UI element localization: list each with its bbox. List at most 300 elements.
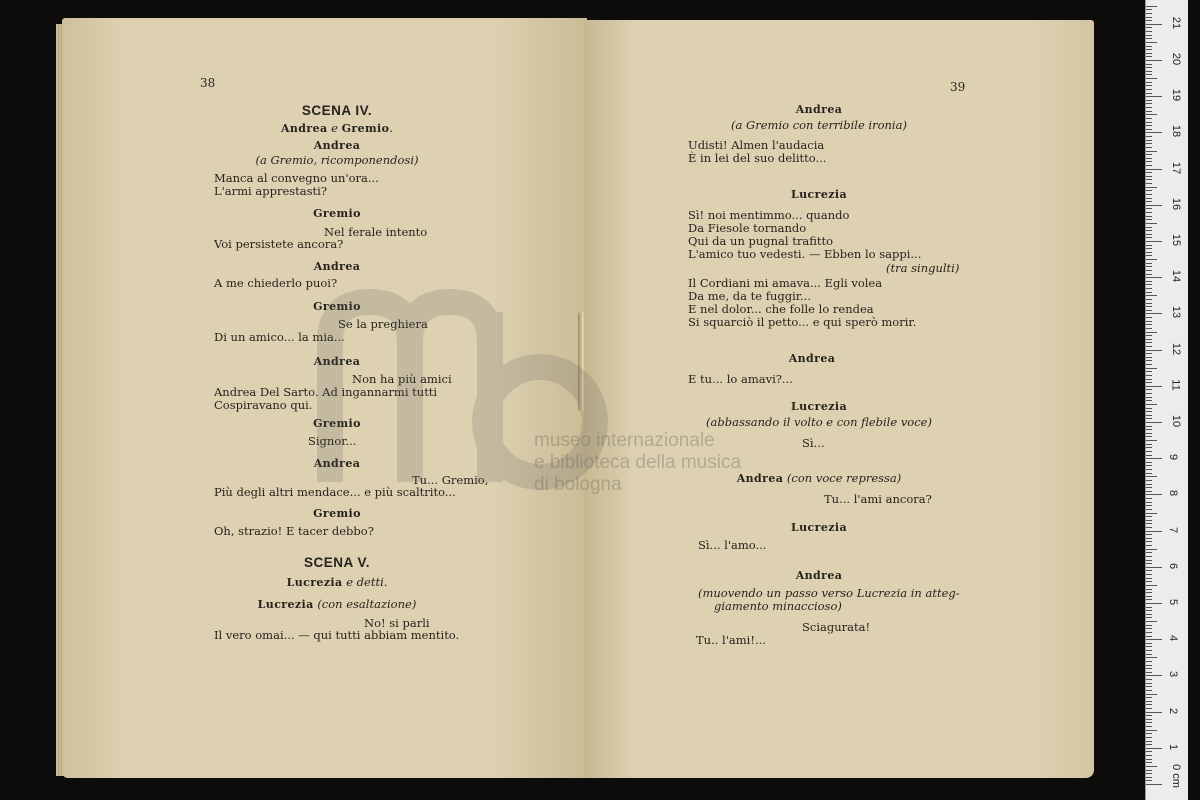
ruler-tick (1146, 56, 1152, 57)
ruler-number: 1 (1167, 743, 1180, 750)
ruler-tick (1146, 82, 1152, 83)
verse-line: Tu... Gremio, (412, 473, 489, 487)
ruler-tick (1146, 216, 1152, 217)
ruler-number: 13 (1170, 306, 1183, 319)
ruler-tick (1146, 111, 1152, 112)
ruler-tick (1146, 176, 1152, 177)
ruler-tick (1146, 379, 1152, 380)
ruler-tick (1146, 93, 1152, 94)
ruler-tick (1146, 657, 1157, 658)
ruler-tick (1146, 520, 1152, 521)
verse-line: Sì... l'amo... (698, 538, 767, 552)
verse-line: Sciagurata! (802, 620, 871, 634)
ruler-tick (1146, 755, 1152, 756)
ruler-tick (1146, 484, 1152, 485)
verse-line: Tu... l'ami ancora? (824, 492, 932, 506)
ruler-tick (1146, 241, 1162, 242)
ruler-tick (1146, 306, 1152, 307)
watermark-line: e biblioteca della musica (534, 452, 742, 473)
ruler-tick (1146, 487, 1152, 488)
ruler-tick (1146, 140, 1152, 141)
ruler-tick (1146, 172, 1152, 173)
ruler-tick (1146, 726, 1152, 727)
ruler-tick (1146, 114, 1157, 115)
ruler-tick (1146, 668, 1152, 669)
ruler-tick (1146, 679, 1152, 680)
ruler-tick (1146, 462, 1152, 463)
ruler-tick (1146, 773, 1152, 774)
ruler-tick (1146, 527, 1152, 528)
verse-line: È in lei del suo delitto... (688, 151, 827, 165)
ruler-tick (1146, 578, 1152, 579)
ruler-tick (1146, 784, 1162, 785)
ruler-tick (1146, 281, 1152, 282)
ruler-tick (1146, 263, 1152, 264)
measurement-ruler (1145, 0, 1188, 800)
speaker-name: Andrea (313, 260, 361, 273)
ruler-tick (1146, 625, 1152, 626)
speaker-name: Andrea (795, 569, 843, 582)
ruler-tick (1146, 737, 1152, 738)
ruler-tick (1146, 426, 1152, 427)
ruler-number: 7 (1167, 526, 1180, 533)
ruler-tick (1146, 292, 1152, 293)
ruler-tick (1146, 187, 1157, 188)
ruler-tick (1146, 71, 1152, 72)
verse-line: Sì! noi mentimmo... quando (688, 208, 850, 222)
watermark-line: museo internazionale (534, 430, 715, 451)
ruler-tick (1146, 234, 1152, 235)
verse-line: Signor... (308, 434, 357, 448)
verse-line: Di un amico... la mia... (214, 330, 345, 344)
ruler-tick (1146, 64, 1152, 65)
ruler-tick (1146, 672, 1152, 673)
ruler-tick (1146, 332, 1157, 333)
verse-line: Più degli altri mendace... e più scaltrito... (214, 485, 456, 499)
page-number-left: 38 (200, 76, 216, 90)
ruler-tick (1146, 6, 1157, 7)
ruler-tick (1146, 585, 1157, 586)
speaker-name: Lucrezia (791, 400, 847, 413)
speaker-name: Andrea (795, 103, 843, 116)
stage-direction: giamento minaccioso) (714, 599, 842, 613)
verse-line: Manca al convegno un'ora... (214, 171, 379, 185)
ruler-tick (1146, 513, 1157, 514)
ruler-tick (1146, 60, 1162, 61)
ruler-tick (1146, 498, 1152, 499)
ruler-tick (1146, 599, 1152, 600)
ruler-tick (1146, 777, 1152, 778)
stage-direction: (a Gremio con terribile ironia) (731, 118, 907, 132)
ruler-number: 3 (1167, 671, 1180, 678)
stage-direction: (a Gremio, ricomponendosi) (255, 153, 419, 167)
ruler-tick (1146, 350, 1162, 351)
ruler-tick (1146, 541, 1152, 542)
ruler-tick (1146, 364, 1152, 365)
speaker-name: Lucrezia (791, 188, 847, 201)
ruler-tick (1146, 89, 1152, 90)
speaker-name: Andrea (313, 457, 361, 470)
ruler-tick (1146, 353, 1152, 354)
ruler-tick (1146, 198, 1152, 199)
ruler-tick (1146, 255, 1152, 256)
ruler-tick (1146, 397, 1152, 398)
ruler-tick (1146, 161, 1152, 162)
ruler-tick (1146, 132, 1162, 133)
ruler-tick (1146, 552, 1152, 553)
ruler-tick (1146, 683, 1152, 684)
ruler-tick (1146, 701, 1152, 702)
ruler-tick (1146, 321, 1152, 322)
ruler-tick (1146, 447, 1152, 448)
ruler-tick (1146, 371, 1152, 372)
ruler-number: 4 (1167, 635, 1180, 642)
ruler-tick (1146, 67, 1152, 68)
ruler-tick (1146, 248, 1152, 249)
watermark-line: di bologna (534, 474, 622, 495)
ruler-number: 2 (1167, 707, 1180, 714)
ruler-tick (1146, 129, 1152, 130)
ruler-number: 15 (1170, 233, 1183, 247)
speaker-name: Gremio (313, 507, 361, 520)
verse-line: L'amico tuo vedesti. — Ebben lo sappi... (688, 247, 922, 261)
ruler-tick (1146, 74, 1152, 75)
verse-line: Si squarciò il petto... e qui sperò morir. (688, 315, 917, 329)
ruler-tick (1146, 491, 1152, 492)
speaker-name: Andrea (313, 139, 361, 152)
verse-line: Tu.. l'ami!... (696, 633, 766, 647)
ruler-tick (1146, 694, 1157, 695)
verse-line: Cospiravano qui. (214, 398, 313, 412)
ruler-tick (1146, 730, 1157, 731)
ruler-tick (1146, 646, 1152, 647)
ruler-number: 14 (1170, 270, 1183, 283)
speaker-name: Gremio (313, 300, 361, 313)
ruler-tick (1146, 560, 1152, 561)
ruler-tick (1146, 780, 1152, 781)
ruler-tick (1146, 574, 1152, 575)
ruler-tick (1146, 328, 1152, 329)
ruler-tick (1146, 610, 1152, 611)
verse-line: Voi persistete ancora? (214, 237, 344, 251)
ruler-tick (1146, 194, 1152, 195)
verse-line: E nel dolor... che folle lo rendea (688, 302, 874, 316)
verse-line: Andrea Del Sarto. Ad ingannarmi tutti (214, 385, 438, 399)
verse-line: Qui da un pugnal trafitto (688, 234, 834, 248)
ruler-tick (1146, 617, 1152, 618)
speaker-name: Gremio (313, 417, 361, 430)
ruler-tick (1146, 382, 1152, 383)
ruler-tick (1146, 411, 1152, 412)
ruler-tick (1146, 429, 1152, 430)
ruler-tick (1146, 360, 1152, 361)
cast-line: Lucrezia e detti. (286, 575, 388, 589)
ruler-tick (1146, 147, 1152, 148)
speaker-with-direction: Andrea (con voce repressa) (736, 471, 902, 485)
ruler-tick (1146, 125, 1152, 126)
ruler-tick (1146, 122, 1152, 123)
ruler-tick (1146, 581, 1152, 582)
ruler-number: 20 (1170, 52, 1183, 66)
ruler-tick (1146, 632, 1152, 633)
cast-line: Andrea e Gremio. (280, 121, 394, 135)
ruler-tick (1146, 151, 1157, 152)
ruler-tick (1146, 502, 1152, 503)
ruler-tick (1146, 346, 1152, 347)
ruler-tick (1146, 13, 1152, 14)
ruler-tick (1146, 748, 1162, 749)
ruler-tick (1146, 400, 1152, 401)
ruler-number: 18 (1170, 125, 1183, 138)
ruler-tick (1146, 596, 1152, 597)
stage-direction: (abbassando il volto e con flebile voce) (706, 415, 932, 429)
ruler-tick (1146, 169, 1162, 170)
ruler-tick (1146, 103, 1152, 104)
verse-line: Da Fiesole tornando (688, 221, 807, 235)
ruler-tick (1146, 458, 1162, 459)
ruler-tick (1146, 444, 1152, 445)
ruler-tick (1146, 274, 1152, 275)
ruler-tick (1146, 27, 1152, 28)
ruler-tick (1146, 643, 1152, 644)
ruler-tick (1146, 545, 1152, 546)
ruler-tick (1146, 20, 1152, 21)
ruler-tick (1146, 686, 1152, 687)
ruler-tick (1146, 324, 1152, 325)
ruler-tick (1146, 715, 1152, 716)
ruler-tick (1146, 100, 1152, 101)
ruler-tick (1146, 42, 1157, 43)
ruler-tick (1146, 17, 1152, 18)
ruler-tick (1146, 480, 1152, 481)
ruler-tick (1146, 237, 1152, 238)
watermark-text (534, 430, 741, 496)
ruler-tick (1146, 31, 1152, 32)
ruler-tick (1146, 49, 1152, 50)
ruler-tick (1146, 415, 1152, 416)
ruler-number: 9 (1167, 454, 1180, 461)
ruler-tick (1146, 375, 1152, 376)
ruler-tick (1146, 404, 1157, 405)
ruler-tick (1146, 549, 1157, 550)
ruler-tick (1146, 621, 1157, 622)
ruler-tick (1146, 208, 1152, 209)
ruler-tick (1146, 313, 1162, 314)
ruler-tick (1146, 165, 1152, 166)
ruler-tick (1146, 35, 1152, 36)
ruler-tick (1146, 303, 1152, 304)
ruler-tick (1146, 252, 1152, 253)
ruler-tick (1146, 607, 1152, 608)
ruler-tick (1146, 505, 1152, 506)
ruler-tick (1146, 136, 1152, 137)
ruler-tick (1146, 751, 1152, 752)
ruler-tick (1146, 759, 1152, 760)
verse-line: Udisti! Almen l'audacia (688, 138, 825, 152)
ruler-tick (1146, 570, 1152, 571)
ruler-tick (1146, 259, 1157, 260)
ruler-tick (1146, 534, 1152, 535)
ruler-tick (1146, 661, 1152, 662)
ruler-tick (1146, 270, 1152, 271)
page-number-right: 39 (950, 80, 966, 94)
ruler-tick (1146, 719, 1152, 720)
ruler-tick (1146, 436, 1152, 437)
ruler-tick (1146, 665, 1152, 666)
ruler-tick (1146, 299, 1152, 300)
ruler-tick (1146, 473, 1152, 474)
ruler-tick (1146, 201, 1152, 202)
ruler-tick (1146, 277, 1162, 278)
ruler-tick (1146, 288, 1152, 289)
ruler-tick (1146, 96, 1162, 97)
ruler-tick (1146, 422, 1162, 423)
ruler-tick (1146, 650, 1152, 651)
ruler-tick (1146, 418, 1152, 419)
verse-line: Oh, strazio! E tacer debbo? (214, 524, 374, 538)
ruler-tick (1146, 712, 1162, 713)
ruler-tick (1146, 567, 1162, 568)
verse-line: E tu... lo amavi?... (688, 372, 793, 386)
ruler-tick (1146, 154, 1152, 155)
verse-line: Da me, da te fuggir... (688, 289, 811, 303)
ruler-tick (1146, 393, 1152, 394)
ruler-tick (1146, 295, 1157, 296)
ruler-tick (1146, 469, 1152, 470)
ruler-tick (1146, 158, 1152, 159)
ruler-tick (1146, 85, 1152, 86)
ruler-tick (1146, 762, 1152, 763)
ruler-number: 11 (1169, 379, 1182, 391)
ruler-tick (1146, 465, 1152, 466)
ruler-tick (1146, 690, 1152, 691)
speaker-name: Andrea (313, 355, 361, 368)
ruler-number: 16 (1170, 197, 1183, 210)
ruler-tick (1146, 212, 1152, 213)
verse-line: Nel ferale intento (324, 225, 428, 239)
ruler-tick (1146, 589, 1152, 590)
ruler-number: 21 (1170, 16, 1183, 29)
ruler-tick (1146, 24, 1162, 25)
speaker-name: Gremio (313, 207, 361, 220)
ruler-tick (1146, 440, 1157, 441)
right-page (584, 20, 1094, 778)
verse-line: Il Cordiani mi amava... Egli volea (688, 276, 883, 290)
verse-line: L'armi apprestasti? (214, 184, 328, 198)
ruler-tick (1146, 654, 1152, 655)
ruler-tick (1146, 223, 1157, 224)
ruler-tick (1146, 556, 1152, 557)
speaker-name: Lucrezia (791, 521, 847, 534)
ruler-tick (1146, 494, 1162, 495)
ruler-tick (1146, 46, 1152, 47)
ruler-tick (1146, 53, 1152, 54)
ruler-tick (1146, 219, 1152, 220)
verse-line: Se la preghiera (338, 317, 428, 331)
ruler-tick (1146, 592, 1152, 593)
ruler-tick (1146, 368, 1157, 369)
stage-direction: (muovendo un passo verso Lucrezia in atteg- (698, 586, 960, 600)
verse-line: A me chiederlo puoi? (214, 276, 338, 290)
ruler-tick (1146, 523, 1152, 524)
ruler-unit-label: 0 cm (1169, 764, 1182, 788)
ruler-tick (1146, 78, 1157, 79)
ruler-tick (1146, 205, 1162, 206)
stage-direction: (tra singulti) (886, 261, 960, 275)
ruler-number: 17 (1170, 161, 1183, 174)
ruler-number: 19 (1170, 89, 1183, 102)
verse-line: Non ha più amici (352, 372, 452, 386)
speaker-name: Andrea (788, 352, 836, 365)
ruler-tick (1146, 357, 1152, 358)
ruler-tick (1146, 38, 1152, 39)
ruler-tick (1146, 9, 1152, 10)
ruler-tick (1146, 509, 1152, 510)
ruler-tick (1146, 245, 1152, 246)
ruler-number: 8 (1167, 490, 1180, 497)
ruler-tick (1146, 408, 1152, 409)
ruler-tick (1146, 628, 1152, 629)
ruler-tick (1146, 183, 1152, 184)
ruler-tick (1146, 317, 1152, 318)
scene-heading: SCENA IV. (301, 103, 373, 118)
scene-heading: SCENA V. (303, 555, 371, 570)
ruler-tick (1146, 603, 1162, 604)
ruler-tick (1146, 538, 1152, 539)
ruler-number: 10 (1170, 414, 1183, 428)
ruler-tick (1146, 342, 1152, 343)
ruler-tick (1146, 614, 1152, 615)
ruler-tick (1146, 733, 1152, 734)
ruler-number: 6 (1167, 562, 1180, 569)
ruler-tick (1146, 744, 1152, 745)
ruler-tick (1146, 284, 1152, 285)
left-page (62, 18, 587, 778)
ruler-tick (1146, 516, 1152, 517)
ruler-tick (1146, 704, 1152, 705)
ruler-tick (1146, 766, 1157, 767)
ruler-tick (1146, 770, 1152, 771)
ruler-tick (1146, 190, 1152, 191)
ruler-tick (1146, 708, 1152, 709)
ruler-tick (1146, 107, 1152, 108)
ruler-tick (1146, 455, 1152, 456)
verse-line: Sì... (802, 436, 825, 450)
ruler-number: 5 (1167, 598, 1180, 606)
ruler-tick (1146, 563, 1152, 564)
ruler-tick (1146, 741, 1152, 742)
ruler-tick (1146, 143, 1152, 144)
ruler-tick (1146, 636, 1152, 637)
ruler-tick (1146, 451, 1152, 452)
ruler-tick (1146, 639, 1162, 640)
speaker-with-direction: Lucrezia (con esaltazione) (257, 597, 417, 611)
verse-line: Il vero omai... — qui tutti abbiam mentito. (214, 628, 460, 642)
ruler-tick (1146, 389, 1152, 390)
ruler-tick (1146, 722, 1152, 723)
ruler-tick (1146, 335, 1152, 336)
ruler-tick (1146, 386, 1162, 387)
ruler-tick (1146, 310, 1152, 311)
ruler-tick (1146, 230, 1152, 231)
ruler-tick (1146, 433, 1152, 434)
ruler-tick (1146, 531, 1162, 532)
ruler-tick (1146, 266, 1152, 267)
ruler-tick (1146, 227, 1152, 228)
ruler-tick (1146, 118, 1152, 119)
verse-line: No! si parli (364, 616, 430, 630)
ruler-tick (1146, 476, 1157, 477)
